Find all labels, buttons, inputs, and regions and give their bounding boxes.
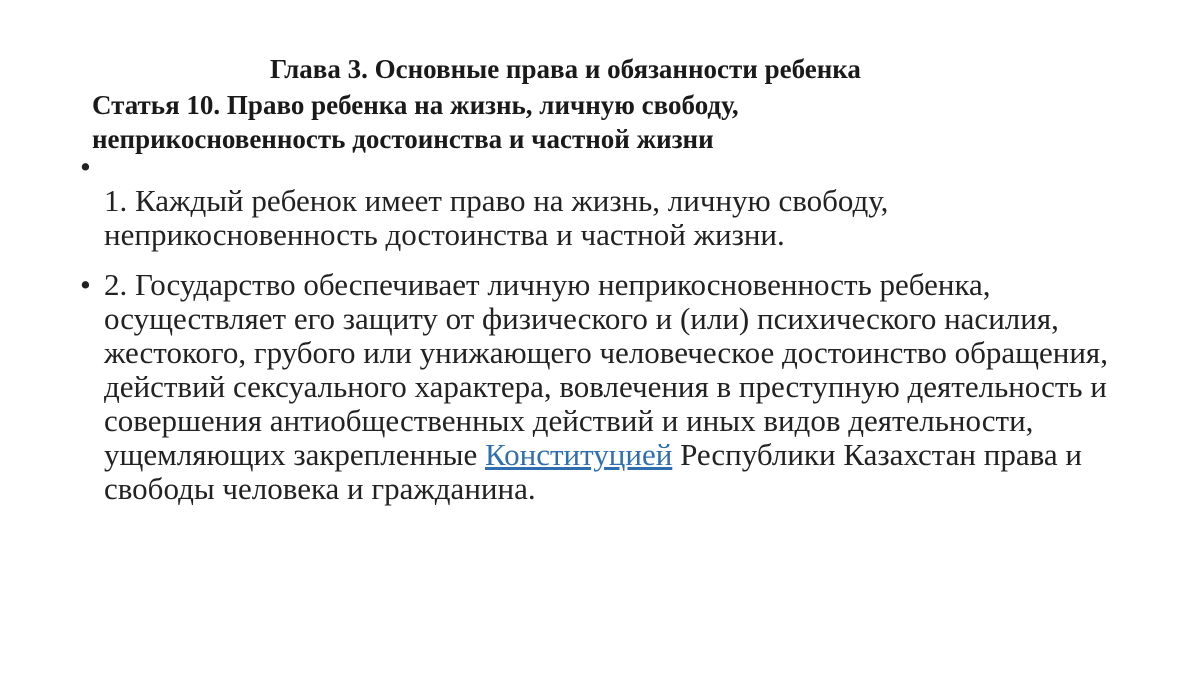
list-item (80, 150, 1120, 252)
chapter-title: Глава 3. Основные права и обязанности ребенка (270, 54, 861, 84)
bullet-marker: • (80, 149, 91, 184)
list-item-text: 1. Каждый ребенок имеет право на жизнь, личную свободу, неприкосновенность достоинства и частной жизни. (104, 183, 889, 252)
content-body (80, 150, 1120, 506)
article-title: Статья 10. Право ребенка на жизнь, личную свободу, неприкосновенность достоинства и частной жизни (92, 90, 739, 154)
list-item-text-before: 2. Государство обеспечивает личную неприкосновенность ребенка, осуществляет его защиту от физического и (или) психического насилия, жестокого, грубого или унижающего человеческое достоинство обращения, действий сексуального характера, вовлечения в преступную деятельность и совершения антиобщественных действий и иных видов деятельности, ущемляющих закрепленные (104, 267, 1108, 472)
list-item-text-after: Республики Казахстан права и свободы человека и гражданина. (104, 437, 1082, 506)
bullet-marker: • (80, 267, 91, 302)
list-item-text (104, 267, 1108, 506)
list-item (80, 268, 1120, 506)
constitution-link[interactable]: Конституцией (485, 437, 673, 472)
